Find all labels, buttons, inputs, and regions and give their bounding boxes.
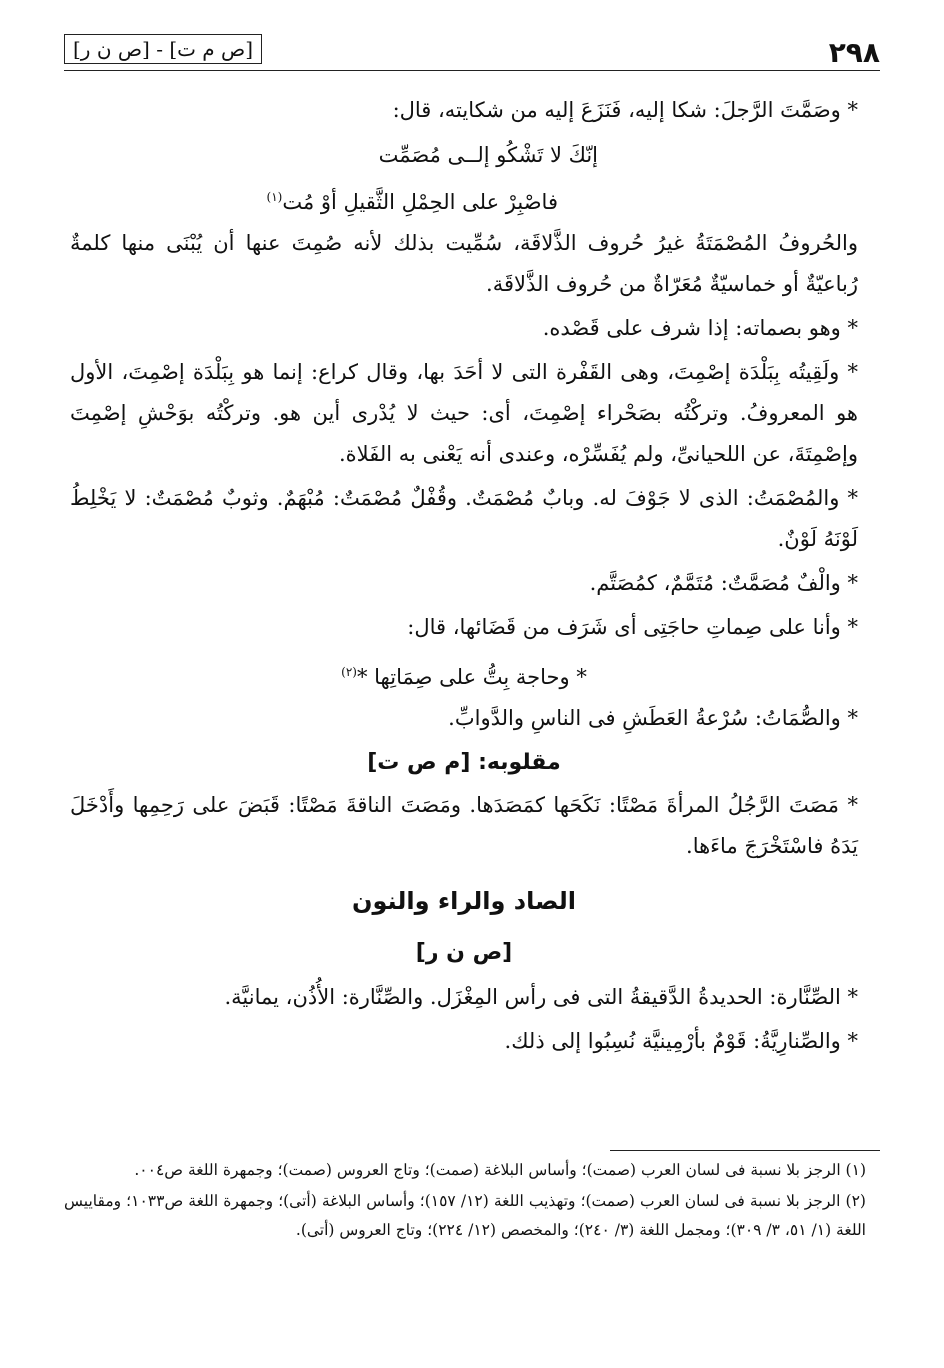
subheading: مقلوبه: [م ص ت]: [367, 750, 561, 775]
entry-paragraph: * وأنا على صِماتِ حاجَتِى أى شَرَف من قَضَائها، قال:: [407, 615, 858, 639]
verse-text: فاصْبِرْ على الحِمْلِ الثَّقيلِ أوْ مُت: [282, 190, 558, 214]
page-header: [64, 30, 880, 71]
verse-line: [70, 651, 858, 698]
verse-line: إنّكَ لا تَشْكُو إلــى مُصَمِّت: [378, 143, 598, 167]
footnote-divider: [610, 1150, 880, 1151]
running-title: [ص م ت] - [ص ن ر]: [64, 34, 262, 64]
footnote: (١) الرجز بلا نسبة فى لسان العرب (صمت)؛ وأساس البلاغة (صمت)؛ وتاج العروس (صمت)؛ وجمهرة اللغة ص٠٠٤.: [134, 1161, 866, 1179]
entry-paragraph: * والصُّمَاتُ: سُرْعةُ العَطَشِ فى الناسِ والدَّوابِّ.: [448, 706, 858, 730]
footnote-ref: (٢): [341, 665, 357, 679]
page-number: ٢٩٨: [828, 36, 880, 69]
verse-text: * وحاجة بِتُّ على صِمَاتِها *: [356, 665, 587, 689]
entry-paragraph: * والمُصْمَتُ: الذى لا جَوْفَ له. وبابٌ مُصْمَتٌ. وقُفْلٌ مُصْمَتٌ: مُبْهَمٌ. وثوبٌ مُصْمَتٌ: لا يَخْلِطُ لَوْنَهُ لَوْنٌ.: [70, 486, 858, 551]
footnote-ref: (١): [266, 190, 283, 204]
entry-paragraph: * مَصَتَ الرَّجُلُ المرأةَ مَصْتًا: نَكَحَها كمَصَدَها. ومَصَتَ الناقةَ مَصْتًا: قَبَضَ على رَحِمِها وأَدْخَلَ يَدَهُ فاسْتَخْرَجَ ماءَها.: [70, 793, 858, 858]
entry-paragraph: * وهو بصماته: إذا شرف على قَصْده.: [542, 316, 858, 340]
main-text: [70, 90, 858, 1065]
footnotes: [64, 1156, 866, 1247]
section-heading: الصاد والراء والنون: [352, 887, 576, 915]
root-heading: [ص ن ر]: [415, 940, 513, 965]
entry-paragraph: والحُروفُ المُصْمَتَةُ غيرُ حُروف الذَّلاقَة، سُمِّيت بذلك لأنه صُمِتَ عنها أن يُبْنَى منها كلمةٌ رُباعيّةٌ أو خماسيّةٌ مُعَرّاةٌ من حُروف الذَّلاقَة.: [70, 231, 858, 296]
entry-paragraph: * والْفٌ مُصَمَّتٌ: مُتَمَّمٌ، كمُصَتَّم.: [589, 571, 858, 595]
verse-line: [70, 176, 858, 223]
footnote: (٢) الرجز بلا نسبة فى لسان العرب (صمت)؛ وتهذيب اللغة (١٢/ ١٥٧)؛ وأساس البلاغة (أتى)؛ وجمهرة اللغة ص١٠٣٣؛ ومقاييس اللغة (١/ ٥١، ٣/ ٣٠٩)؛ ومجمل اللغة (٣/ ٢٤٠)؛ والمخصص (١٢/ ٢٢٤)؛ وتاج العروس (أتى).: [64, 1192, 866, 1239]
entry-paragraph: * والصِّنارِيَّةُ: قَوْمٌ بأرْمِينيَّة نُسِبُوا إلى ذلك.: [504, 1029, 858, 1053]
entry-paragraph: * وصَمَّتَ الرَّجلَ: شكا إليه، فَنَزَعَ إليه من شكايته، قال:: [392, 98, 858, 122]
entry-paragraph: * الصِّنَّارة: الحديدةُ الدَّقيقةُ التى فى رأس المِغْزَل. والصِّنَّارة: الأُذُن، يمانيَّة.: [224, 985, 858, 1009]
entry-paragraph: * ولَقِيتُه بِبَلْدَة إصْمِتَ، وهى القَفْرة التى لا أحَدَ بها، وقال كراع: إنما هو بِبَلْدَة إصْمِتَ، الأول هو المعروفُ. وتركْتُه بصَحْراء إصْمِتَ، أى: حيث لا يُدْرى أين هو. وتركْتُه بوَحْشِ إصْمِتَ وإصْمِتَةَ، عن اللحيانىِّ، ولم يُفَسِّرْه، وعندى أنه يَعْنى به الفَلاة.: [70, 360, 858, 466]
